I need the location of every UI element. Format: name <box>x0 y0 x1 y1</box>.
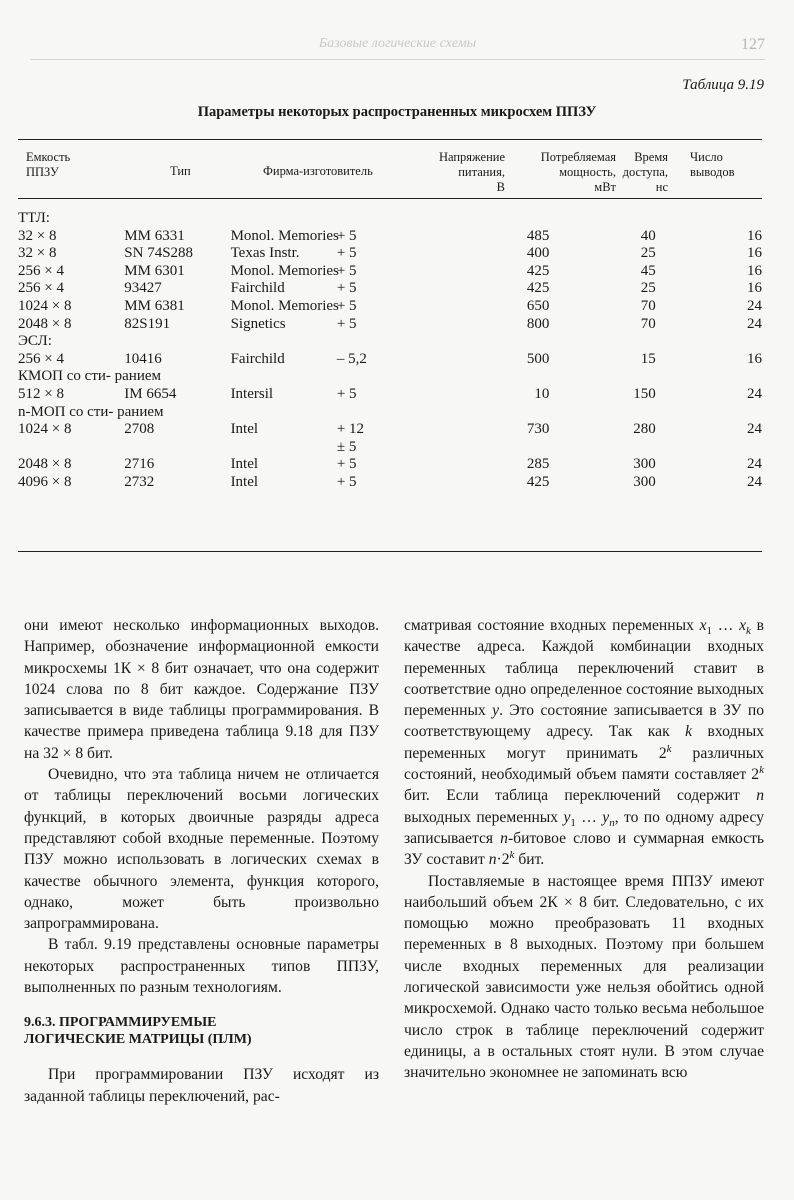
math-var: n <box>488 851 497 869</box>
table-row <box>18 456 762 474</box>
math-sup: k <box>666 742 672 755</box>
cell-pins: 24 <box>747 421 762 438</box>
cell-access: 300 <box>633 473 656 490</box>
cell-manufacturer: Monol. Memories <box>230 262 339 279</box>
text-run: бит. <box>514 851 545 869</box>
cell-pins: 16 <box>747 245 762 262</box>
cell-pins: 24 <box>747 315 762 332</box>
text-run: входных переменных могут принимать 2 <box>404 723 764 762</box>
cell-access: 150 <box>633 385 656 402</box>
text-run: сматривая состояние входных переменных <box>404 617 700 634</box>
cell-power: 425 <box>526 262 550 279</box>
table-row <box>18 386 762 404</box>
col-head-pins: Число выводов <box>690 150 735 179</box>
cell-access: 70 <box>640 315 656 332</box>
voltage-line-1: + 12 <box>336 421 365 438</box>
cell-capacity: 1024 × 8 <box>18 421 72 438</box>
cell-manufacturer: Monol. Memories <box>230 227 339 244</box>
cell-capacity: 2048 × 8 <box>18 315 72 332</box>
cell-power: 425 <box>526 473 550 490</box>
table-row <box>18 316 762 334</box>
cell-power: 485 <box>526 227 550 244</box>
cell-type: 10416 <box>124 350 162 367</box>
cell-voltage: + 5 <box>336 297 357 314</box>
math-sub: n <box>609 816 615 829</box>
table-header-rule <box>18 198 762 199</box>
math-sub: 1 <box>706 625 713 638</box>
cell-capacity: 256 × 4 <box>18 280 64 297</box>
cell-type: 93427 <box>124 280 162 297</box>
cell-capacity: 512 × 8 <box>18 385 64 402</box>
cell-power: 730 <box>526 421 550 438</box>
cell-pins: 24 <box>747 385 762 402</box>
math-var: x <box>739 617 747 634</box>
cell-voltage: + 5 <box>336 245 357 262</box>
col-head-voltage: Напряжение питания, В <box>438 150 505 194</box>
text-run: , то по одному адресу записывается <box>404 808 765 847</box>
voltage-line-2: ± 5 <box>336 438 357 455</box>
math-op: ·2 <box>496 851 510 869</box>
cell-capacity: 32 × 8 <box>18 245 57 262</box>
cell-type: 2732 <box>124 473 155 490</box>
paragraph: Очевидно, что эта таблица ничем не отличается от таблицы переключений восьми логических функций, в которых двоичные разряды адреса представляют собой входные переменные. Поэтому ПЗУ можно использовать в логических схемах в качестве обычного элемента, функция которого, однако, может быть произвольно запрограммирована. <box>24 766 379 933</box>
paragraph: Поставляемые в настоящее время ППЗУ имеют наибольший объем 2К × 8 бит. Следовательно, с их помощью можно преобразовать 11 входных переменных в 8 выходных. Поэтому при большем числе входных переменных для реализации логической зависимости уже нельзя обойтись одной микросхемой. Однако часто только весьма небольшое число строк в таблице переключений содержит единицы, а в остальных стоят нули. В этом случае значительно экономнее не запоминать всю <box>404 872 764 1082</box>
cell-capacity: 4096 × 8 <box>18 473 72 490</box>
table-title: Параметры некоторых распространенных микросхем ППЗУ <box>197 104 597 120</box>
cell-access: 300 <box>633 456 656 473</box>
cell-capacity: 256 × 4 <box>18 262 64 279</box>
page-number: 127 <box>741 36 765 53</box>
running-header <box>30 36 765 60</box>
cell-capacity: 2048 × 8 <box>18 456 72 473</box>
table-row <box>18 474 762 492</box>
cell-manufacturer: Signetics <box>230 315 286 332</box>
cell-power: 650 <box>526 297 550 314</box>
text-run: -битовое слово и суммарная емкость ЗУ составит <box>404 829 765 869</box>
table-row <box>18 421 762 456</box>
cell-power: 400 <box>526 245 550 262</box>
table-row <box>18 245 762 263</box>
cell-voltage: – 5,2 <box>336 350 367 367</box>
cell-voltage: + 5 <box>336 280 357 297</box>
cell-voltage <box>337 421 443 456</box>
cell-capacity: 1024 × 8 <box>18 297 72 314</box>
math-sub: k <box>746 625 751 638</box>
cell-voltage: + 5 <box>336 456 357 473</box>
cell-power: 800 <box>526 315 550 332</box>
math-var: y <box>563 808 571 826</box>
cell-type: 2716 <box>124 456 155 473</box>
cell-manufacturer: Texas Instr. <box>230 245 300 262</box>
cell-power: 285 <box>526 456 550 473</box>
cell-access: 25 <box>640 280 656 297</box>
text-run: различных состояний, необходимый объем памяти составляет 2 <box>404 744 764 784</box>
cell-manufacturer: Monol. Memories <box>230 297 339 314</box>
cell-type: MM 6331 <box>124 227 185 244</box>
cell-type: 82S191 <box>124 315 171 332</box>
math-var: y <box>492 702 500 720</box>
cell-power: 425 <box>526 280 550 297</box>
table-top-rule <box>18 139 762 140</box>
math-sup: k <box>509 849 515 862</box>
group-row <box>18 333 762 351</box>
cell-manufacturer: Intel <box>230 473 259 490</box>
table-label: Таблица 9.19 <box>682 77 764 93</box>
text-run: в качестве адреса. Каждой комбинации входных переменных таблица переключений ставит в соответствие одно определенное состояние выходных переменных <box>404 617 764 720</box>
cell-manufacturer: Intel <box>230 421 259 438</box>
group-row <box>18 368 762 386</box>
cell-access: 45 <box>640 262 656 279</box>
cell-pins: 16 <box>747 262 762 279</box>
cell-pins: 24 <box>747 473 762 490</box>
cell-power: 10 <box>534 385 550 402</box>
cell-access: 70 <box>640 297 656 314</box>
paragraph: В табл. 9.19 представлены основные параметры некоторых распространенных типов ППЗУ, выполненных по разным технологиям. <box>24 936 379 997</box>
group-row <box>18 210 762 228</box>
cell-type: MM 6381 <box>124 297 185 314</box>
cell-pins: 24 <box>747 297 762 314</box>
cell-type: SN 74S288 <box>124 245 194 262</box>
table-row <box>18 351 762 369</box>
table-row <box>18 263 762 281</box>
section-heading: 9.6.3. ПРОГРАММИРУЕМЫЕ ЛОГИЧЕСКИЕ МАТРИЦЫ (ПЛМ) <box>24 1015 252 1048</box>
cell-access: 15 <box>640 350 656 367</box>
cell-access: 25 <box>640 245 656 262</box>
cell-pins: 16 <box>747 280 762 297</box>
paragraph: они имеют несколько информационных выходов. Например, обозначение информационной емкости микросхемы 1К × 8 бит означает, что она содержит 1024 слова по 8 бит каждое. Содержание ПЗУ записывается в виде таблицы программирования. В качестве примера приведена таблица 9.18 для ПЗУ на 32 × 8 бит. <box>24 617 379 762</box>
cell-voltage: + 5 <box>336 227 357 244</box>
cell-power: 500 <box>526 350 550 367</box>
params-table <box>18 210 762 492</box>
col-head-manufacturer: Фирма-изготовитель <box>263 164 373 178</box>
math-var: x <box>699 617 707 634</box>
cell-pins: 16 <box>747 350 762 367</box>
group-name: n-МОП со сти- ранием <box>18 403 164 420</box>
math-var: n <box>500 829 508 847</box>
table-row <box>18 298 762 316</box>
cell-voltage: + 5 <box>336 262 357 279</box>
cell-type: IM 6654 <box>124 385 177 402</box>
math-dots: … <box>575 808 603 826</box>
cell-manufacturer: Intersil <box>230 385 274 402</box>
group-name: КМОП со сти- ранием <box>18 368 162 385</box>
paragraph: При программировании ПЗУ исходят из заданной таблицы переключений, рас- <box>24 1066 379 1105</box>
math-var: y <box>602 808 610 826</box>
cell-manufacturer: Intel <box>230 456 259 473</box>
cell-voltage: + 5 <box>336 473 357 490</box>
cell-type: 2708 <box>124 421 155 438</box>
cell-voltage: + 5 <box>336 385 357 402</box>
col-head-power: Потребляемая мощность, мВт <box>540 150 616 194</box>
cell-manufacturer: Fairchild <box>230 350 285 367</box>
cell-type: MM 6301 <box>124 262 185 279</box>
cell-access: 40 <box>640 227 656 244</box>
table-bottom-rule <box>18 551 762 552</box>
running-title: Базовые логические схемы <box>318 36 477 51</box>
math-sub: 1 <box>570 816 576 829</box>
group-name: ЭСЛ: <box>18 333 52 350</box>
text-run: бит. Если таблица переключений содержит <box>404 787 757 805</box>
table-row <box>18 280 762 298</box>
text-run: выходных переменных <box>404 808 564 826</box>
group-row <box>18 404 762 422</box>
col-head-type: Тип <box>170 164 191 178</box>
right-text-column <box>404 615 764 1084</box>
cell-access: 280 <box>633 421 656 438</box>
cell-manufacturer: Fairchild <box>230 280 285 297</box>
cell-pins: 16 <box>747 227 762 244</box>
math-var: k <box>685 723 693 741</box>
paragraph <box>404 615 764 871</box>
math-dots: … <box>712 617 740 634</box>
col-head-access: Время доступа, нс <box>622 150 668 194</box>
math-var: n <box>756 787 764 805</box>
left-text-column <box>24 615 379 1107</box>
text-run: . Это состояние записывается в ЗУ по соответствующему адресу. Так как <box>404 702 764 741</box>
header-rule <box>30 59 765 60</box>
cell-voltage: + 5 <box>336 315 357 332</box>
cell-pins: 24 <box>747 456 762 473</box>
col-head-capacity: Емкость ППЗУ <box>26 150 71 179</box>
math-sup: k <box>759 763 764 776</box>
cell-capacity: 256 × 4 <box>18 350 64 367</box>
table-row <box>18 228 762 246</box>
cell-capacity: 32 × 8 <box>18 227 57 244</box>
group-name: ТТЛ: <box>18 210 50 226</box>
